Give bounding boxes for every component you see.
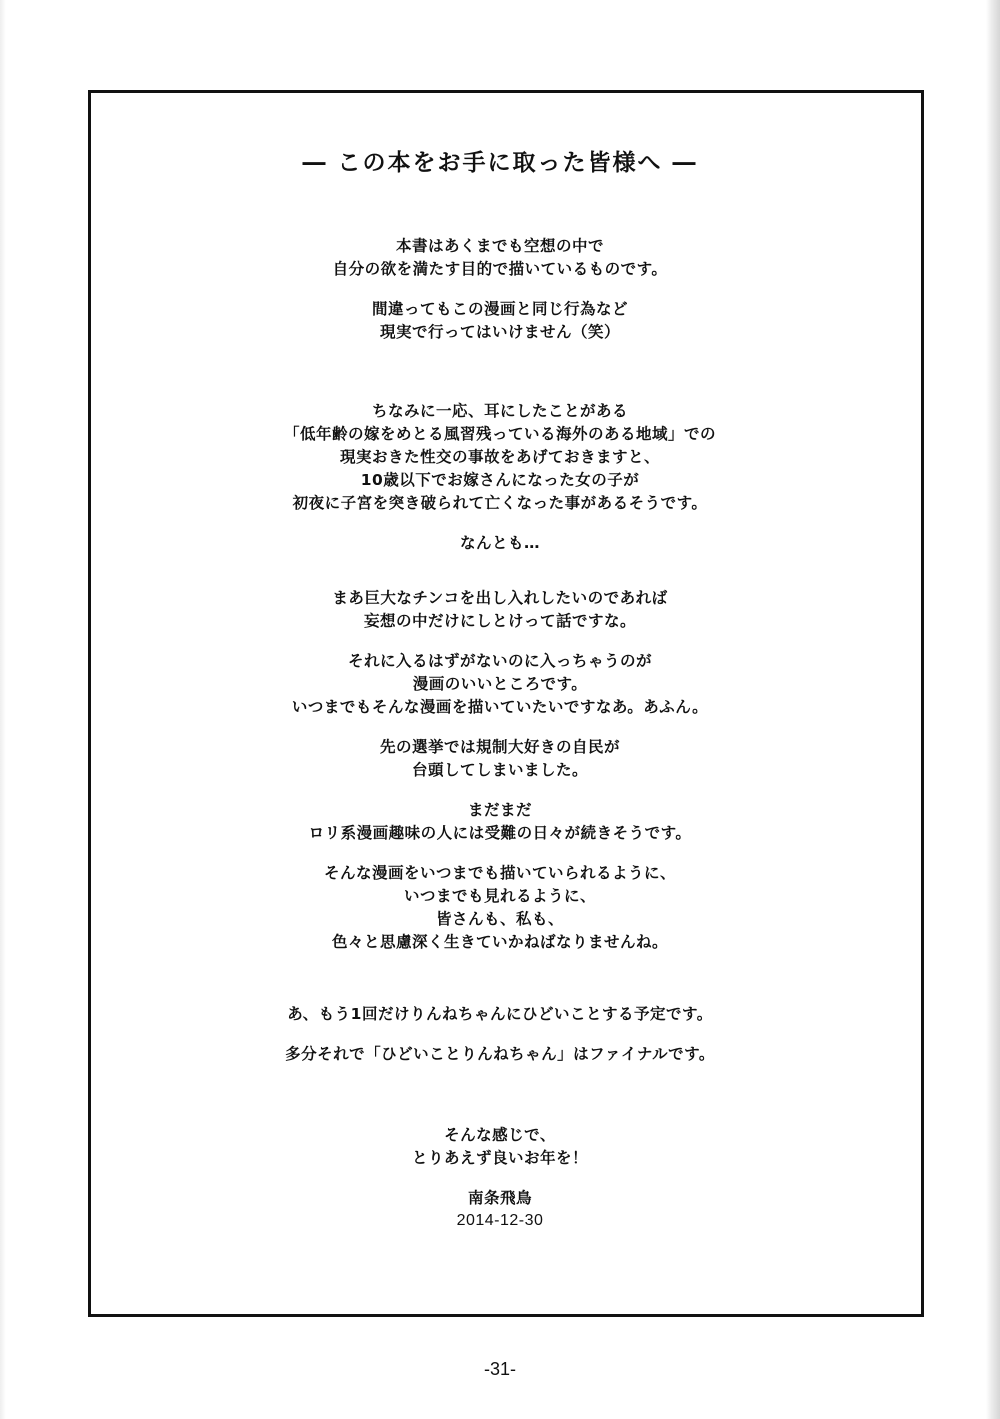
body-line: 先の選挙では規制大好きの自民が [379,738,620,756]
body-line: あ、もう1回だけりんねちゃんにひどいことする予定です。 [287,1005,713,1023]
body-line: 現実おきた性交の事故をあげておきますと、 [339,448,660,466]
body-line: 初夜に子宮を突き破られて亡くなった事があるそうです。 [292,494,708,512]
date: 2014-12-30 [456,1212,544,1229]
body-line: 多分それで「ひどいことりんねちゃん」はファイナルです。 [285,1045,715,1063]
body-line: 「低年齢の嫁をめとる風習残っている海外のある地域」での [283,425,716,443]
body-line: それに入るはずがないのに入っちゃうのが [347,652,652,670]
body-line: 皆さんも、私も、 [435,910,564,928]
body-line: 台頭してしまいました。 [411,761,588,779]
body-line: 妄想の中だけにしとけって話ですな。 [363,612,636,630]
body-line: そんな漫画をいつまでも描いていられるように、 [323,864,676,882]
body-line: 漫画のいいところです。 [412,675,588,693]
body-line: なんとも… [459,534,540,552]
body-line: 色々と思慮深く生きていかねばなりませんね。 [331,933,668,951]
body-line: とりあえず良いお年を！ [411,1149,588,1167]
body-line: いつまでもそんな漫画を描いていたいですなあ。あふん。 [291,698,709,716]
body-line: まあ巨大なチンコを出し入れしたいのであれば [332,589,668,607]
body-line: 本書はあくまでも空想の中で [395,237,604,255]
body-line: ちなみに一応、耳にしたことがある [371,402,628,420]
body-line: まだまだ [467,801,532,819]
body-line: 現実で行ってはいけません（笑） [379,323,620,341]
body-line: 自分の欲を満たす目的で描いているものです。 [332,260,668,278]
body-line: そんな感じで、 [444,1126,556,1144]
body-line: 間違ってもこの漫画と同じ行為など [371,300,628,318]
body-line: 10歳以下でお嫁さんになった女の子が [360,471,640,489]
author-name: 南条飛鳥 [467,1189,532,1207]
page-title: ― この本をお手に取った皆様へ ― [302,150,698,176]
page-number: -31- [483,1359,516,1379]
body-line: いつまでも見れるように、 [403,887,596,905]
body-line: ロリ系漫画趣味の人には受難の日々が続きそうです。 [308,824,692,842]
